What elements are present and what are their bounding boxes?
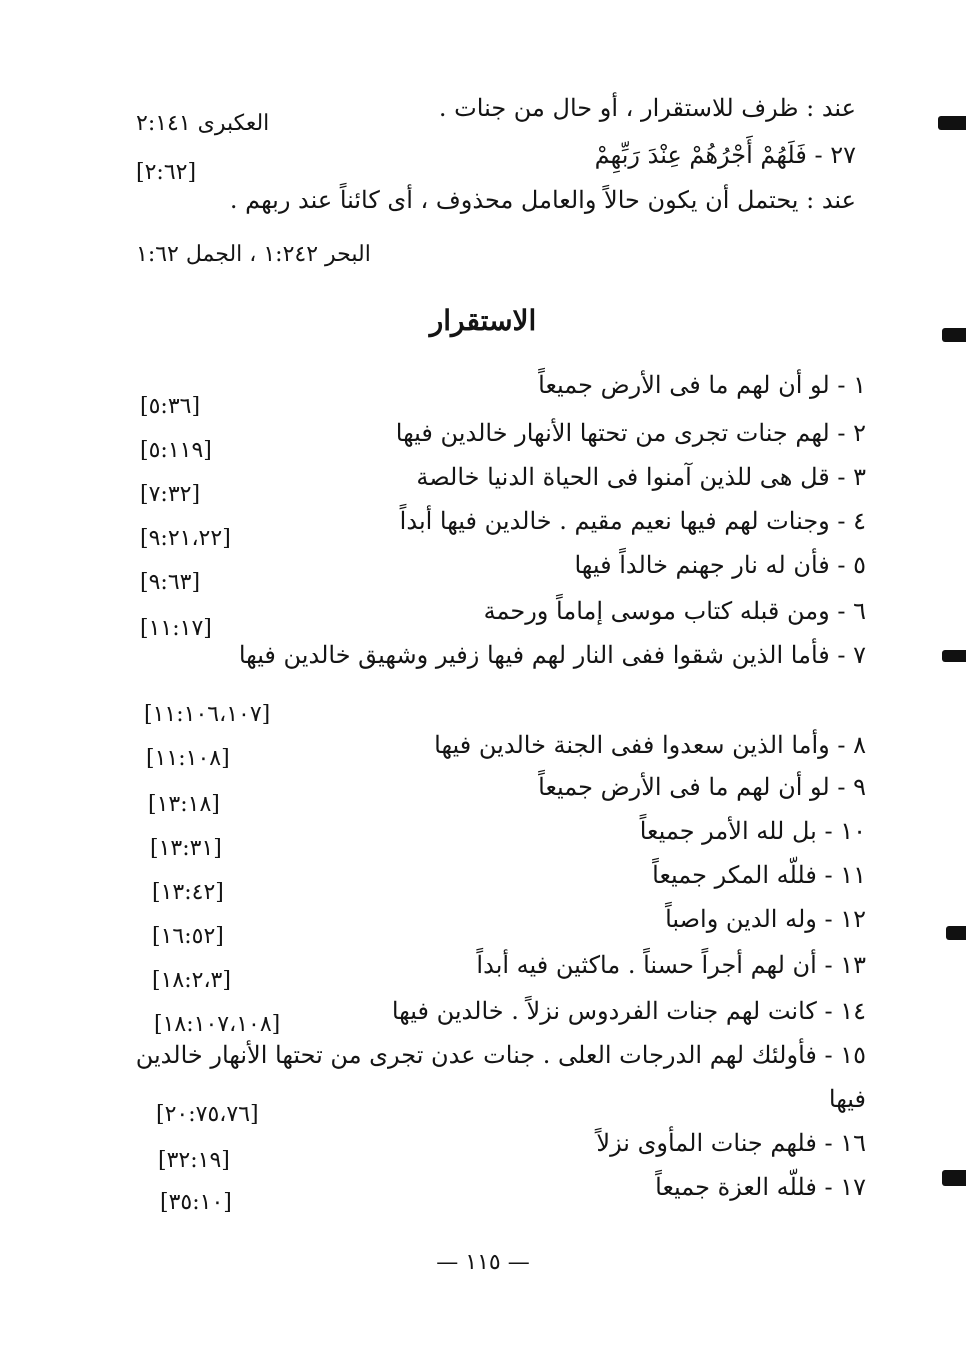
entry-reference: [١٦:٥٢] — [152, 924, 224, 949]
entry-line: ٤ - وجنات لهم فيها نعيم مقيم . خالدين فيها أبداً — [399, 507, 866, 535]
entry-line: ١٢ - وله الدين واصباً — [665, 905, 866, 933]
entry-reference: [١١:١٠٦،١٠٧] — [144, 702, 271, 727]
entry-reference: [١٣:٤٢] — [152, 880, 224, 905]
source-citation: البحر ١:٢٤٢ ، الجمل ١:٦٢ — [136, 242, 371, 267]
entry-reference: [١٣:٣١] — [150, 836, 222, 861]
entry-reference: [٣٢:١٩] — [158, 1148, 230, 1173]
edge-mark — [946, 926, 966, 940]
entry-line: ١ - لو أن لهم ما فى الأرض جميعاً — [538, 371, 866, 399]
entry-reference: [٥:١١٩] — [140, 438, 212, 463]
entry-reference: [٩:٦٣] — [140, 570, 201, 595]
entry-line: ١١ - فللّه المكر جميعاً — [652, 861, 866, 889]
edge-mark — [942, 650, 966, 662]
entry-line: ١٧ - فللّه العزة جميعاً — [655, 1173, 866, 1201]
entry-line: ٥ - فأن له نار جهنم خالداً فيها — [574, 551, 866, 579]
entry-line: ٢ - لهم جنات تجرى من تحتها الأنهار خالدين فيها — [395, 419, 866, 447]
edge-mark — [942, 1170, 966, 1186]
entry-line: ٨ - وأما الذين سعدوا ففى الجنة خالدين فيها — [434, 731, 866, 759]
entry-line: ١٥ - فأولئك لهم الدرجات العلى . جنات عدن تجرى من تحتها الأنهار خالدين — [135, 1041, 866, 1069]
entry-line: ٣ - قل هى للذين آمنوا فى الحياة الدنيا خالصة — [416, 463, 866, 491]
entry-reference: [٧:٣٢] — [140, 482, 201, 507]
note-line: عند : ظرف للاستقرار ، أو حال من جنات . — [438, 94, 856, 122]
entry-continuation: فيها — [828, 1085, 866, 1113]
entry-reference: [٥:٣٦] — [140, 394, 201, 419]
verse-reference: [٢:٦٢] — [136, 160, 197, 185]
entry-reference: [١٣:١٨] — [148, 792, 220, 817]
entry-reference: [٣٥:١٠] — [160, 1190, 232, 1215]
page-number: — ١١٥ — — [436, 1250, 530, 1275]
entry-line: ١٦ - فلهم جنات المأوى نزلاً — [596, 1129, 866, 1157]
entry-line: ٦ - ومن قبله كتاب موسى إماماً ورحمة — [483, 597, 866, 625]
entry-reference: [٩:٢١،٢٢] — [140, 526, 231, 551]
entry-line: ١٤ - كانت لهم جنات الفردوس نزلاً . خالدين فيها — [391, 997, 866, 1025]
entry-line: ٩ - لو أن لهم ما فى الأرض جميعاً — [538, 773, 866, 801]
entry-reference: [١١:١٧] — [140, 616, 212, 641]
entry-line: ١٠ - بل لله الأمر جميعاً — [639, 817, 866, 845]
entry-line: ٧ - فأما الذين شقوا ففى النار لهم فيها زفير وشهيق خالدين فيها — [238, 641, 866, 669]
verse-line: ٢٧ - فَلَهُمْ أَجْرُهُمْ عِنْدَ رَبِّهِمْ — [594, 141, 856, 169]
entry-reference: [٢٠:٧٥،٧٦] — [156, 1102, 259, 1127]
entry-reference: [١٨:٢،٣] — [152, 968, 231, 993]
edge-mark — [938, 116, 966, 130]
entry-reference: [١١:١٠٨] — [146, 746, 230, 771]
entry-line: ١٣ - أن لهم أجراً حسناً . ماكثين فيه أبداً — [476, 951, 866, 979]
section-title: الاستقرار — [429, 304, 537, 337]
note-line: عند : يحتمل أن يكون حالاً والعامل محذوف ، أى كائناً عند ربهم . — [229, 186, 856, 214]
note-reference: العكبرى ٢:١٤١ — [136, 111, 270, 136]
entry-reference: [١٨:١٠٧،١٠٨] — [154, 1012, 281, 1037]
